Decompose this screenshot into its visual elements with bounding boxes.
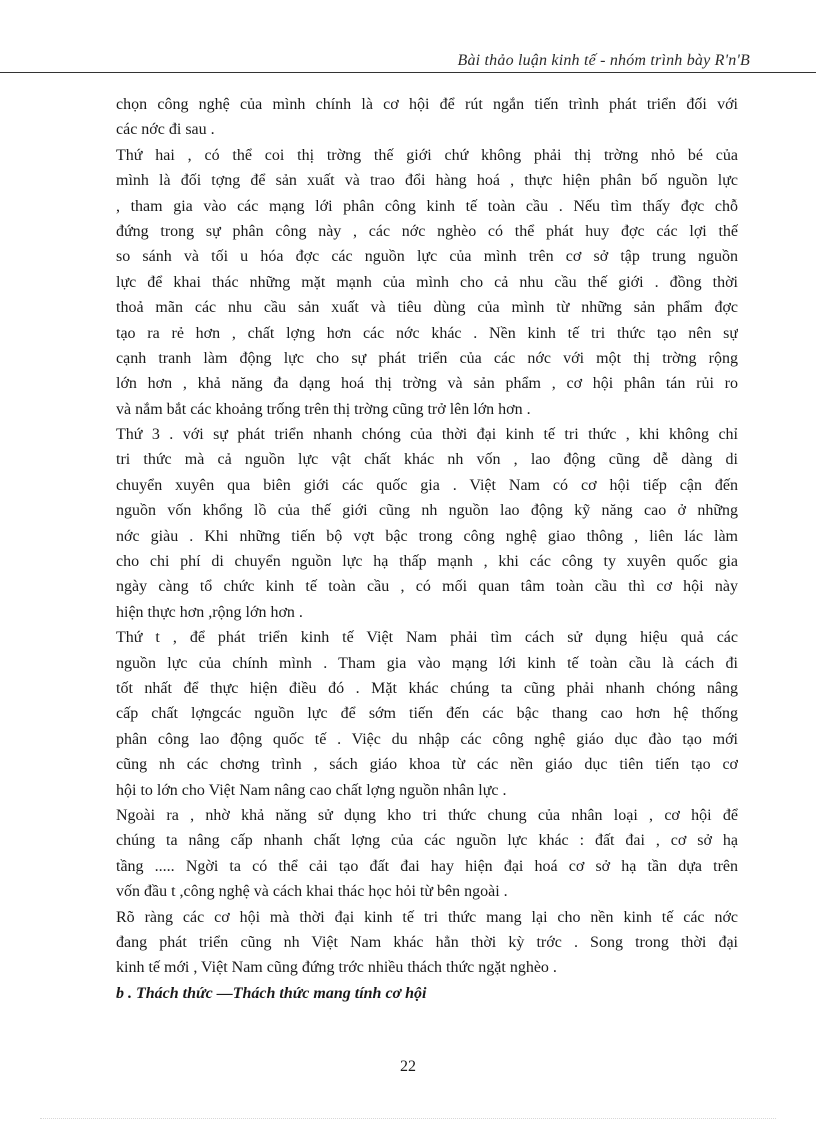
body-line: Thứ 3 . với sự phát triển nhanh chóng của thời đại kinh tế tri thức , khi không chỉ	[116, 426, 738, 444]
body-line: vốn đầu t ,công nghệ và cách khai thác học hỏi từ bên ngoài .	[116, 883, 508, 901]
body-line: nguồn lực của chính mình . Tham gia vào mạng lới kinh tế toàn cầu là cách đi	[116, 654, 738, 672]
page-header-title: Bài thảo luận kinh tế - nhóm trình bày R'n'B	[457, 52, 750, 69]
section-heading-title: Thách thức mang tính cơ hội	[232, 984, 427, 1002]
body-line: tạo ra rẻ hơn , chất lợng hơn các nớc khác . Nền kinh tế tri thức tạo nên sự	[116, 324, 738, 342]
body-line: Rõ ràng các cơ hội mà thời đại kinh tế tri thức mang lại cho nền kinh tế các nớc	[116, 908, 738, 926]
body-line: so sánh và tối u hóa đợc các nguồn lực của mình trên cơ sở tập trung nguồn	[116, 248, 738, 266]
body-line: Thứ hai , có thể coi thị trờng thế giới chứ không phải thị trờng nhỏ bé của	[116, 146, 738, 164]
document-body	[116, 92, 738, 1006]
section-heading	[116, 981, 738, 1006]
body-line: thoả mãn các nhu cầu sản xuất và tiêu dùng của mình từ những sản phẩm đợc	[116, 299, 738, 317]
section-heading-prefix: b . Thách thức	[116, 984, 217, 1002]
body-line: hiện thực hơn ,rộng lớn hơn .	[116, 603, 303, 621]
body-line: phân công lao động quốc tế . Việc du nhập các công nghệ giáo dục đào tạo mới	[116, 730, 738, 748]
body-line: tầng ..... Ngời ta có thể cải tạo đất đai hay hiện đại hoá cơ sở hạ tần dựa trên	[116, 857, 738, 875]
body-line: và nắm bắt các khoảng trống trên thị trờng cũng trở lên lớn hơn .	[116, 400, 531, 418]
body-line: Thứ t , để phát triển kinh tế Việt Nam phải tìm cách sử dụng hiệu quả các	[116, 629, 738, 647]
header-divider	[0, 72, 816, 73]
body-line: lớn hơn , khả năng đa dạng hoá thị trờng và sản phẩm , cơ hội phân tán rủi ro	[116, 375, 738, 393]
body-line: cũng nh các chơng trình , sách giáo khoa từ các nền giáo dục tiên tiến tạo cơ	[116, 756, 738, 774]
body-line: cấp chất lợngcác nguồn lực để sớm tiến đến các bậc thang cao hơn hệ thống	[116, 705, 738, 723]
body-line: mình là đối tợng để sản xuất và trao đổi hàng hoá , thực hiện phân bố nguồn lực	[116, 172, 738, 190]
body-line: cho chi phí di chuyển nguồn lực hạ thấp mạnh , khi các công ty xuyên quốc gia	[116, 553, 738, 571]
body-line: đứng trong sự phân công này , các nớc nghèo có thể phát huy đợc các lợi thế	[116, 222, 738, 240]
body-line: chọn công nghệ của mình chính là cơ hội để rút ngắn tiến trình phát triển đối với	[116, 96, 738, 113]
body-line: các nớc đi sau .	[116, 121, 215, 139]
body-line: kinh tế mới , Việt Nam cũng đứng trớc nhiều thách thức ngặt nghèo .	[116, 959, 557, 977]
body-line: Ngoài ra , nhờ khả năng sử dụng kho tri thức chung của nhân loại , cơ hội để	[116, 806, 738, 824]
body-line: lực để khai thác những mặt mạnh của mình cho cả nhu cầu thế giới . đồng thời	[116, 273, 738, 291]
body-line: nguồn vốn khổng lồ của thế giới cũng nh nguồn lao động kỹ năng cao ở những	[116, 502, 738, 520]
body-line: tri thức mà cả nguồn lực vật chất khác nh vốn , lao động cũng dễ dàng di	[116, 451, 738, 469]
section-heading-dash: —	[216, 984, 233, 1002]
body-line: tốt nhất để thực hiện điều đó . Mặt khác chúng ta cũng phải nhanh chóng nâng	[116, 679, 738, 697]
body-line: hội to lớn cho Việt Nam nâng cao chất lợng nguồn nhân lực .	[116, 781, 507, 799]
body-line: đang phát triển cũng nh Việt Nam khác hẳn thời kỳ trớc . Song trong thời đại	[116, 933, 738, 951]
body-line: ngày càng tổ chức kinh tế toàn cầu , có mối quan tâm toàn cầu thì cơ hội này	[116, 578, 738, 596]
footer-divider	[40, 1118, 776, 1119]
body-line: cạnh tranh làm động lực cho sự phát triển của các nớc với một thị trờng rộng	[116, 349, 738, 367]
body-line: nớc giàu . Khi những tiến bộ vợt bậc trong công nghệ giao thông , liên lác làm	[116, 527, 738, 545]
body-line: , tham gia vào các mạng lới phân công kinh tế toàn cầu . Nếu tìm thấy đợc chỗ	[116, 197, 738, 215]
body-line: chuyển xuyên qua biên giới các quốc gia . Việt Nam có cơ hội tiếp cận đến	[116, 476, 738, 494]
body-line: chúng ta nâng cấp nhanh chất lợng của các nguồn lực khác : đất đai , cơ sở hạ	[116, 832, 738, 850]
page-number: 22	[400, 1058, 416, 1075]
